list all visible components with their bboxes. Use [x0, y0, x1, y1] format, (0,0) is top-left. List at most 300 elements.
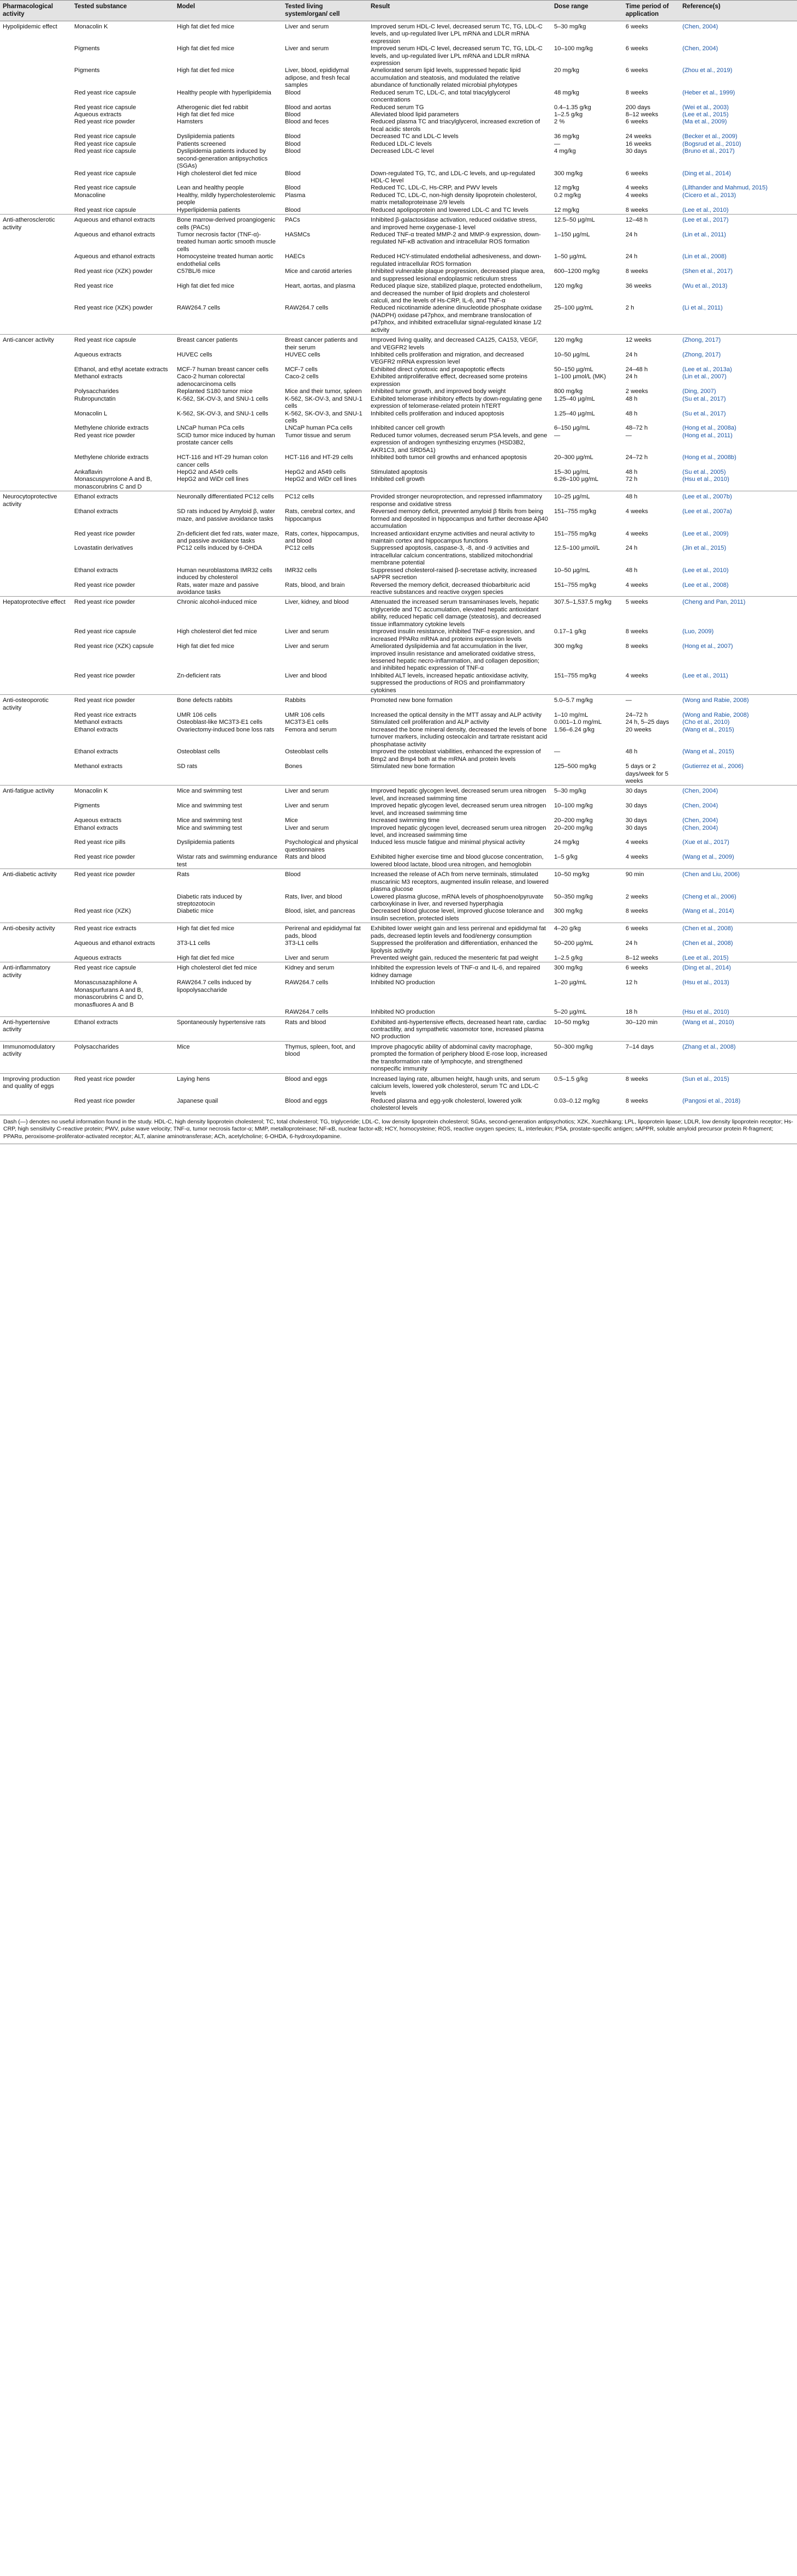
living-system: Caco-2 cells — [285, 373, 319, 380]
result: Increased laying rate, albumen height, haugh units, and serum calcium levels, lowered yolk cholesterol, serum TC and LDL-C levels — [371, 1075, 540, 1097]
time-period: 48 h — [626, 493, 638, 501]
tested-substance: Red yeast rice powder — [74, 871, 135, 878]
tested-substance: Aqueous and ethanol extracts — [74, 217, 156, 224]
living-system: Breast cancer patients and their serum — [285, 337, 358, 351]
living-system: RAW264.7 cells — [285, 305, 329, 312]
reference: (Xue et al., 2017) — [682, 839, 729, 846]
time-period: 36 weeks — [626, 283, 652, 290]
pharmacological-activity — [0, 111, 72, 118]
model: Bone marrow-derived proangiogenic cells (PACs) — [177, 217, 276, 231]
pharmacological-activity — [0, 802, 72, 817]
pharmacological-activity — [0, 67, 72, 89]
table-row — [0, 1073, 797, 1098]
living-system: IMR32 cells — [285, 567, 317, 574]
result: Exhibited telomerase inhibitory effects by down-regulating gene expression of telomerase-related protein hTERT — [371, 395, 542, 410]
dose-range: 4–20 g/kg — [554, 925, 581, 932]
model: K-562, SK-OV-3, and SNU-1 cells — [177, 410, 269, 417]
time-period: 90 min — [626, 871, 644, 878]
model: Wistar rats and swimming endurance test — [177, 854, 278, 868]
reference: (Cicero et al., 2013) — [682, 192, 736, 199]
result: Exhibited antiproliferative effect, decreased some proteins expression — [371, 373, 528, 388]
table-row — [0, 476, 797, 491]
model: High fat diet fed mice — [177, 955, 235, 961]
dose-range: 10–100 mg/kg — [554, 802, 593, 810]
living-system: Rats, cortex, hippocampus, and blood — [285, 530, 359, 544]
dose-range: — — [554, 748, 561, 755]
reference: (Chen, 2004) — [682, 824, 718, 831]
pharmacological-activity: Hepatoprotective effect — [3, 599, 66, 606]
table-row — [0, 763, 797, 786]
result: Increased antioxidant enzyme activities and neural activity to maintain cortex and hippocampus functions — [371, 530, 535, 544]
result: Improve phagocytic ability of abdominal cavity macrophage, prompted the formation of periphery blood E-rose loop, increased the transformation rate of lymphocyte, and strengthened nonspecific immunity — [371, 1043, 548, 1073]
result: Inhibited tumor growth, and improved body weight — [371, 388, 506, 395]
pharmacological-activity — [0, 411, 72, 425]
time-period: 24–48 h — [626, 366, 648, 373]
tested-substance: Rubropunctatin — [74, 395, 116, 402]
table-row — [0, 469, 797, 476]
time-period: 8–12 weeks — [626, 111, 658, 118]
reference: (Lin et al., 2008) — [682, 253, 727, 260]
result: Lowered plasma glucose, mRNA levels of phosphoenolpyruvate carboxykinase in liver, and reversed hyperphagia — [371, 893, 544, 907]
dose-range: 0.4–1.35 g/kg — [554, 104, 591, 111]
table-row — [0, 335, 797, 352]
dose-range: 1–50 µg/mL — [554, 253, 587, 260]
pharmacological-activity — [0, 908, 72, 923]
table-row — [0, 425, 797, 432]
table-row — [0, 207, 797, 215]
result: Inhibited NO production — [371, 1009, 435, 1016]
result: Attenuated the increased serum transaminases levels, hepatic triglyceride and TC accumulation, elevated hepatic antioxidant ability, reduced hepatic cell damage (steatosis), and decreased tissue inflammatory cytokine levels — [371, 599, 541, 628]
model: Dyslipidemia patients induced by second-generation antipsychotics (SGAs) — [177, 148, 268, 170]
table-body — [0, 21, 797, 1113]
result: Reduced TNF-α treated MMP-2 and MMP-9 expression, down-regulated NF-κB activation and intracellular ROS formation — [371, 231, 541, 246]
tested-substance: Red yeast rice capsule — [74, 337, 136, 344]
living-system: K-562, SK-OV-3, and SNU-1 cells — [285, 410, 362, 424]
dose-range: 300 mg/kg — [554, 908, 583, 915]
reference: (Lin et al., 2007) — [682, 373, 727, 380]
reference: (Shen et al., 2017) — [682, 268, 733, 275]
dose-range: 20–200 mg/kg — [554, 824, 593, 831]
reference: (Heber et al., 1999) — [682, 89, 735, 96]
model: Zn-deficient diet fed rats, water maze, and passive avoidance tasks — [177, 530, 279, 544]
tested-substance: Red yeast rice powder — [74, 854, 135, 861]
living-system: Blood, islet, and pancreas — [285, 908, 355, 915]
result: Improved the osteoblast viabilities, enhanced the expression of Bmp2 and Bmp4 both at the mRNA and protein levels — [371, 748, 541, 763]
time-period: 6 weeks — [626, 925, 649, 932]
pharmacological-activity — [0, 366, 72, 373]
tested-substance: Red yeast rice powder — [74, 697, 135, 704]
dose-range: 10–25 µg/mL — [554, 493, 590, 501]
model: Healthy people with hyperlipidemia — [177, 89, 271, 96]
time-period: 6 weeks — [626, 965, 649, 972]
time-period: 20 weeks — [626, 726, 652, 733]
tested-substance: Red yeast rice (XZK) — [74, 908, 131, 915]
living-system: Psychological and physical questionnaires — [285, 839, 358, 853]
pharmacological-activity — [0, 719, 72, 726]
reference: (Li et al., 2011) — [682, 305, 723, 312]
dose-range: 50–200 µg/mL — [554, 940, 593, 947]
pharmacological-activity: Anti-fatigue activity — [3, 788, 54, 795]
table-row — [0, 366, 797, 373]
tested-substance: Red yeast rice capsule — [74, 148, 136, 155]
tested-substance: Ethanol extracts — [74, 824, 118, 831]
tested-substance: Red yeast rice capsule — [74, 185, 136, 192]
time-period: 48 h — [626, 567, 638, 574]
result: Decreased blood glucose level, improved glucose tolerance and insulin secretion, protected islets — [371, 908, 544, 922]
result: Inhibited cancer cell growth — [371, 425, 445, 432]
reference: (Su et al., 2017) — [682, 395, 726, 402]
dose-range: 1–10 mg/mL — [554, 712, 588, 718]
living-system: Blood and eggs — [285, 1097, 328, 1104]
dose-range: 0.2 mg/kg — [554, 192, 581, 199]
tested-substance: Aqueous extracts — [74, 352, 122, 358]
reference: (Cheng et al., 2006) — [682, 893, 736, 900]
pharmacological-activity: Anti-atherosclerotic activity — [3, 217, 55, 231]
result: Decreased LDL-C level — [371, 148, 434, 155]
model: Japanese quail — [177, 1097, 218, 1104]
time-period: 48 h — [626, 395, 638, 402]
model: Hyperlipidemia patients — [177, 206, 241, 213]
time-period: 24 h — [626, 352, 638, 358]
reference: (Wang et al., 2009) — [682, 854, 734, 861]
pharmacological-activity — [0, 352, 72, 366]
dose-range: 300 mg/kg — [554, 643, 583, 650]
tested-substance: Red yeast rice (XZK) powder — [74, 305, 153, 312]
tested-substance: Pigments — [74, 67, 100, 74]
pharmacological-activity — [0, 432, 72, 454]
time-period: 4 weeks — [626, 854, 649, 861]
tested-substance: Monascuspyrrolone A and B, monascorubrins C and D — [74, 476, 152, 490]
result: Improved insulin resistance, inhibited TNF-α expression, and increased PPARα mRNA and proteins expression levels — [371, 628, 535, 642]
living-system: Mice — [285, 817, 298, 824]
tested-substance: Ethanol extracts — [74, 508, 118, 515]
table-row — [0, 508, 797, 530]
model: Osteoblast cells — [177, 748, 220, 755]
model: SD rats — [177, 763, 198, 770]
time-period: 8 weeks — [626, 1097, 649, 1104]
dose-range: 50–350 mg/kg — [554, 893, 593, 900]
tested-substance: Aqueous and ethanol extracts — [74, 253, 156, 260]
time-period: 5 days or 2 days/week for 5 weeks — [626, 763, 669, 784]
table-row — [0, 695, 797, 712]
living-system: Liver, blood, epididymal adipose, and fresh fecal samples — [285, 67, 350, 89]
living-system: Rats and blood — [285, 1019, 326, 1026]
model: Spontaneously hypertensive rats — [177, 1019, 266, 1026]
tested-substance: Polysaccharides — [74, 388, 119, 395]
table-row — [0, 923, 797, 940]
model: Healthy, mildly hypercholesterolemic people — [177, 192, 276, 206]
tested-substance: Monacoline — [74, 192, 106, 199]
model: Neuronally differentiated PC12 cells — [177, 493, 274, 501]
pharmacological-activity — [0, 476, 72, 491]
table-row — [0, 104, 797, 111]
living-system: Liver and serum — [285, 23, 329, 30]
living-system: HepG2 and WiDr cell lines — [285, 476, 357, 483]
model: High cholesterol diet fed mice — [177, 170, 257, 177]
tested-substance: Red yeast rice capsule — [74, 104, 136, 111]
dose-range: 50–300 mg/kg — [554, 1043, 593, 1050]
tested-substance: Red yeast rice capsule — [74, 133, 136, 140]
time-period: — — [626, 432, 632, 439]
time-period: 2 h — [626, 305, 634, 312]
result: Provided stronger neuroprotection, and repressed inflammatory response and oxidative stress — [371, 493, 543, 508]
time-period: 30 days — [626, 824, 647, 831]
pharmacological-activity — [0, 231, 72, 253]
living-system: K-562, SK-OV-3, and SNU-1 cells — [285, 395, 362, 410]
time-period: 4 weeks — [626, 581, 649, 588]
living-system: Plasma — [285, 192, 306, 199]
living-system: Blood — [285, 148, 301, 155]
living-system: PACs — [285, 217, 300, 224]
reference: (Hsu et al., 2010) — [682, 1009, 729, 1016]
reference: (Gutierrez et al., 2006) — [682, 763, 744, 770]
table-row — [0, 802, 797, 817]
model: 3T3-L1 cells — [177, 940, 210, 947]
table-row — [0, 673, 797, 695]
result: Reduced serum TC, LDL-C, and total triacylglycerol concentrations — [371, 89, 510, 104]
model: High fat diet fed mice — [177, 23, 235, 30]
result: Reversed the memory deficit, decreased thiobarbituric acid reactive substances and reactive oxygen species — [371, 581, 530, 596]
tested-substance: Red yeast rice capsule — [74, 140, 136, 147]
dose-range: 10–50 mg/kg — [554, 1019, 590, 1026]
reference: (Wong and Rabie, 2008) — [682, 712, 749, 718]
pharmacological-activity — [0, 207, 72, 215]
living-system: Blood — [285, 140, 301, 147]
pharmacological-activity — [0, 118, 72, 133]
reference: (Chen, 2004) — [682, 45, 718, 52]
time-period: 12 weeks — [626, 337, 652, 344]
tested-substance: Methylene chloride extracts — [74, 425, 149, 432]
pharmacological-activity — [0, 170, 72, 185]
pharmacological-activity — [0, 979, 72, 1009]
header-living-system: Tested living system/organ/ cell — [282, 1, 368, 21]
dose-range: 300 mg/kg — [554, 170, 583, 177]
header-references: Reference(s) — [680, 1, 797, 21]
model: High cholesterol diet fed mice — [177, 628, 257, 635]
tested-substance: Methylene chloride extracts — [74, 454, 149, 461]
reference: (Wang et al., 2015) — [682, 726, 734, 733]
dose-range: 5.0–5.7 mg/kg — [554, 697, 593, 704]
result: Inhibited NO production — [371, 979, 435, 986]
pharmacological-activity: Hypolipidemic effect — [3, 23, 57, 30]
time-period: 30 days — [626, 802, 647, 810]
table-row — [0, 352, 797, 366]
table-row — [0, 283, 797, 305]
pharmacological-activity — [0, 545, 72, 567]
model: SCID tumor mice induced by human prostate cancer cells — [177, 432, 275, 447]
reference: (Wu et al., 2013) — [682, 283, 728, 290]
time-period: — — [626, 697, 632, 704]
result: Reduced TC, LDL-C, non-high density lipoprotein cholesterol, matrix metalloproteinase 2/9 levels — [371, 192, 537, 206]
time-period: 8 weeks — [626, 628, 649, 635]
pharmacological-activity: Improving production and quality of eggs — [3, 1075, 60, 1090]
result: Prevented weight gain, reduced the mesenteric fat pad weight — [371, 955, 538, 961]
pharmacological-activity — [0, 712, 72, 719]
model: Breast cancer patients — [177, 337, 238, 344]
time-period: 4 weeks — [626, 185, 649, 192]
living-system: PC12 cells — [285, 493, 314, 501]
result: Reduced serum TG — [371, 104, 424, 111]
reference: (Ding et al., 2014) — [682, 170, 731, 177]
pharmacological-activity — [0, 748, 72, 763]
result: Reduced TC, LDL-C, Hs-CRP, and PWV levels — [371, 185, 498, 192]
model: C57BL/6 mice — [177, 268, 216, 275]
model: High fat diet fed mice — [177, 111, 235, 118]
table-header — [0, 1, 797, 21]
result: Suppressed the proliferation and differentiation, enhanced the lipolysis activity — [371, 940, 538, 954]
dose-range: — — [554, 140, 561, 147]
time-period: 24–72 h — [626, 454, 648, 461]
result: Improved serum HDL-C level, decreased serum TC, TG, LDL-C levels, and up-regulated liver LPL mRNA and LDLR mRNA expression — [371, 45, 543, 67]
tested-substance: Methanol extracts — [74, 373, 123, 380]
model — [174, 1009, 282, 1016]
time-period: 4 weeks — [626, 839, 649, 846]
model: Tumor necrosis factor (TNF-α)-treated human aortic smooth muscle cells — [177, 231, 276, 253]
result: Improved hepatic glycogen level, decreased serum urea nitrogen level, and increased swimming time — [371, 788, 546, 802]
time-period: 16 weeks — [626, 140, 652, 147]
pharmacological-activity: Anti-obesity activity — [3, 925, 55, 932]
time-period: 24 h — [626, 373, 638, 380]
pharmacological-activity — [0, 469, 72, 476]
pharmacological-activity — [0, 817, 72, 824]
living-system: HepG2 and A549 cells — [285, 469, 346, 475]
result: Stimulated apoptosis — [371, 469, 427, 475]
table-row — [0, 817, 797, 824]
time-period: 48 h — [626, 410, 638, 417]
living-system: Liver and serum — [285, 45, 329, 52]
reference: (Su et al., 2017) — [682, 410, 726, 417]
table-row — [0, 894, 797, 908]
reference: (Lee et al., 2011) — [682, 672, 728, 679]
time-period: 8 weeks — [626, 1075, 649, 1082]
tested-substance: Red yeast rice (XZK) capsule — [74, 643, 154, 650]
reference: (Lee et al., 2017) — [682, 217, 729, 224]
reference: (Lee et al., 2008) — [682, 581, 729, 588]
pharmacological-activity — [0, 454, 72, 469]
pharmacological-activity — [0, 90, 72, 104]
time-period: 30 days — [626, 817, 647, 824]
reference: (Lilthander and Mahmud, 2015) — [682, 185, 768, 192]
pharmacological-activity — [0, 1098, 72, 1113]
result: Improved living quality, and decreased CA125, CA153, VEGF, and VEGFR2 levels — [371, 337, 538, 351]
dose-range: 25–100 µg/mL — [554, 305, 593, 312]
living-system: Blood — [285, 89, 301, 96]
model: Caco-2 human colorectal adenocarcinoma cells — [177, 373, 245, 388]
reference: (Ding, 2007) — [682, 388, 716, 395]
living-system: Blood — [285, 170, 301, 177]
pharmacological-activity — [0, 628, 72, 643]
tested-substance: Aqueous and ethanol extracts — [74, 231, 156, 238]
model: Ovariectomy-induced bone loss rats — [177, 726, 275, 733]
model: Replanted S180 tumor mice — [177, 388, 253, 395]
living-system: Liver and serum — [285, 824, 329, 831]
header-row — [0, 1, 797, 21]
reference: (Cheng and Pan, 2011) — [682, 599, 746, 606]
living-system: HAECs — [285, 253, 305, 260]
time-period: 48 h — [626, 469, 638, 475]
reference: (Chen and Liu, 2006) — [682, 871, 740, 878]
reference: (Hong et al., 2008b) — [682, 454, 736, 461]
model: RAW264.7 cells — [177, 305, 221, 312]
living-system: Liver and serum — [285, 643, 329, 650]
pharmacological-activity — [0, 955, 72, 962]
time-period: 48 h — [626, 748, 638, 755]
time-period: 5 weeks — [626, 599, 649, 606]
pharmacological-activity — [0, 373, 72, 388]
dose-range: 10–100 mg/kg — [554, 45, 593, 52]
reference: (Lee et al., 2007a) — [682, 508, 732, 515]
dose-range: 0.17–1 g/kg — [554, 628, 586, 635]
dose-range: 151–755 mg/kg — [554, 672, 597, 679]
pharmacological-activity — [0, 727, 72, 748]
pharmacological-activity — [0, 192, 72, 207]
time-period: 4 weeks — [626, 672, 649, 679]
pharmacological-activity — [0, 508, 72, 530]
model: High fat diet fed mice — [177, 643, 235, 650]
result: Inhibited β-galactosidase activation, reduced oxidative stress, and improved heme oxygenase-1 level — [371, 217, 537, 231]
result: Stimulated cell proliferation and ALP activity — [371, 719, 489, 726]
reference: (Chen, 2004) — [682, 23, 718, 30]
reference: (Lee et al., 2010) — [682, 567, 729, 574]
reference: (Pangosi et al., 2018) — [682, 1097, 741, 1104]
reference: (Hsu et al., 2010) — [682, 476, 729, 483]
time-period: 48–72 h — [626, 425, 648, 432]
result: Inhibited ALT levels, increased hepatic antioxidase activity, suppressed the productions of ROS and proinflammatory cytokines — [371, 672, 529, 694]
table-row — [0, 727, 797, 748]
pharmacological-activity — [0, 141, 72, 148]
result: Exhibited higher exercise time and blood glucose concentration, lowered blood lactate, blood urea nitrogen, and hemoglobin — [371, 854, 544, 868]
pharmacological-activity: Immunomodulatory activity — [3, 1043, 55, 1058]
dose-range: 20–300 µg/mL — [554, 454, 593, 461]
table-row — [0, 67, 797, 89]
model: High cholesterol diet fed mice — [177, 965, 257, 972]
living-system: Osteoblast cells — [285, 748, 328, 755]
living-system: HUVEC cells — [285, 352, 320, 358]
living-system: Tumor tissue and serum — [285, 432, 351, 439]
time-period: 24 h — [626, 940, 638, 947]
living-system: LNCaP human PCa cells — [285, 425, 353, 432]
tested-substance: Ethanol extracts — [74, 493, 118, 501]
dose-range: 1–2.5 g/kg — [554, 111, 583, 118]
dose-range: 5–30 mg/kg — [554, 788, 586, 795]
living-system: Rats, blood, and brain — [285, 581, 345, 588]
time-period: 24 weeks — [626, 133, 652, 140]
time-period: 200 days — [626, 104, 651, 111]
pharmacological-activity — [0, 567, 72, 582]
dose-range: 50–150 µg/mL — [554, 366, 593, 373]
reference: (Wei et al., 2003) — [682, 104, 729, 111]
living-system: Mice and their tumor, spleen — [285, 388, 362, 395]
table-row — [0, 111, 797, 118]
result: Reduced plasma and egg-yolk cholesterol, lowered yolk cholesterol levels — [371, 1097, 522, 1112]
time-period: 6 weeks — [626, 118, 649, 126]
dose-range: 120 mg/kg — [554, 337, 583, 344]
dose-range: 300 mg/kg — [554, 965, 583, 972]
living-system: Blood — [285, 185, 301, 192]
time-period: 24–72 h — [626, 712, 648, 718]
reference: (Zhong, 2017) — [682, 337, 721, 344]
dose-range: 1.25–40 µg/mL — [554, 395, 595, 402]
living-system: HCT-116 and HT-29 cells — [285, 454, 353, 461]
living-system: Blood and aortas — [285, 104, 331, 111]
table-row — [0, 45, 797, 67]
reference: (Zhou et al., 2019) — [682, 67, 733, 74]
time-period: 8 weeks — [626, 908, 649, 915]
result: Stimulated new bone formation — [371, 763, 455, 770]
result: Exhibited direct cytotoxic and proapoptotic effects — [371, 366, 505, 373]
reference: (Becker et al., 2009) — [682, 133, 737, 140]
pharmacological-activity-table — [0, 0, 797, 1113]
